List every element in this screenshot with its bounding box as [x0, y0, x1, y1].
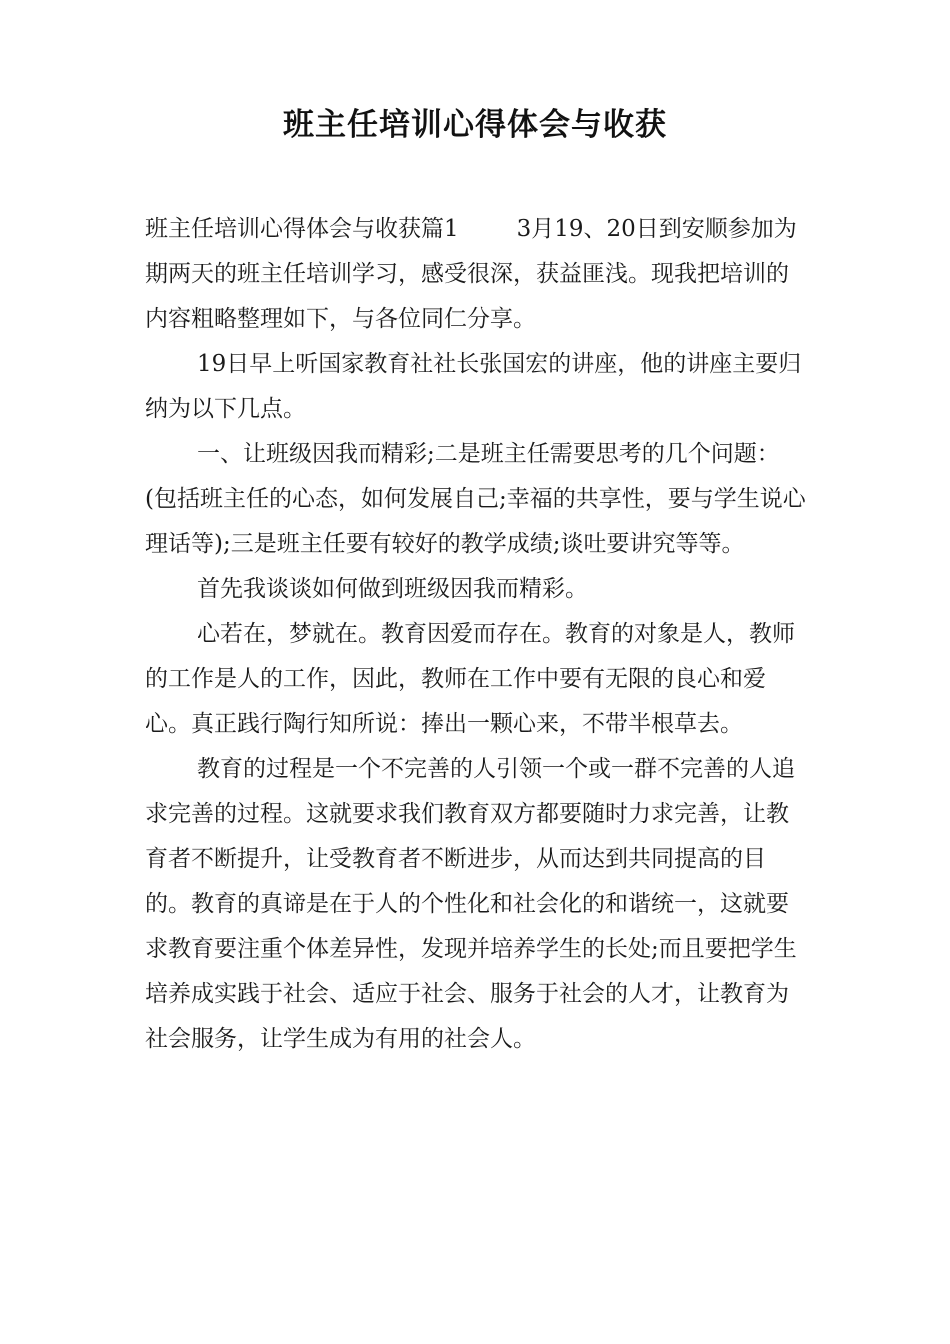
paragraph-1-text: 3月19、20日到安顺参加为期两天的班主任培训学习，感受很深，获益匪浅。现我把培训的内容粗略整理如下，与各位同仁分享。	[145, 216, 797, 332]
paragraph-4: 首先我谈谈如何做到班级因我而精彩。	[197, 576, 588, 602]
section-lead: 班主任培训心得体会与收获篇1	[145, 216, 459, 242]
paragraph-2: 19日早上听国家教育社社长张国宏的讲座，他的讲座主要归纳为以下几点。	[145, 351, 802, 422]
paragraph-5: 心若在，梦就在。教育因爱而存在。教育的对象是人，教师的工作是人的工作，因此，教师在工作中要有无限的良心和爱心。真正践行陶行知所说：捧出一颗心来，不带半根草去。	[145, 621, 795, 737]
document-body	[145, 207, 810, 1062]
paragraph-6: 教育的过程是一个不完善的人引领一个或一群不完善的人追求完善的过程。这就要求我们教育双方都要随时力求完善，让教育者不断提升，让受教育者不断进步，从而达到共同提高的目的。教育的真谛是在于人的个性化和社会化的和谐统一，这就要求教育要注重个体差异性，发现并培养学生的长处;而且要把学生培养成实践于社会、适应于社会、服务于社会的人才，让教育为社会服务，让学生成为有用的社会人。	[145, 756, 797, 1052]
paragraph-3: 一、让班级因我而精彩;二是班主任需要思考的几个问题：(包括班主任的心态，如何发展自己;幸福的共享性，要与学生说心理话等);三是班主任要有较好的教学成绩;谈吐要讲究等等。	[145, 441, 806, 557]
paragraph-1	[145, 207, 810, 342]
document-title: 班主任培训心得体会与收获	[283, 107, 667, 143]
